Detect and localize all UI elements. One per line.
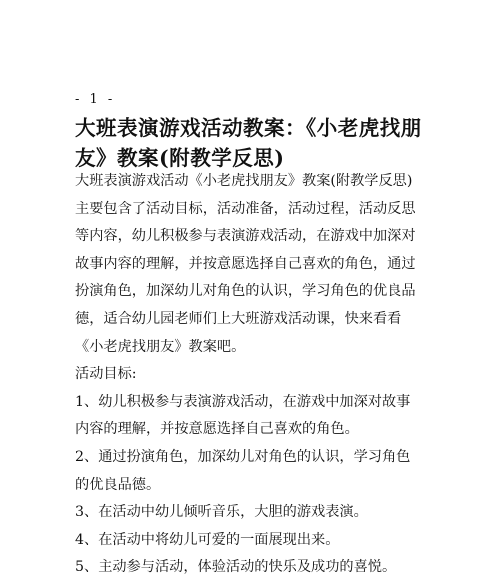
goal-line: 的优良品德。	[75, 476, 161, 493]
section-heading-goals: 活动目标:	[75, 366, 137, 383]
goal-line: 5、主动参与活动，体验活动的快乐及成功的喜悦。	[75, 559, 397, 576]
intro-line: 大班表演游戏活动《小老虎找朋友》教案(附教学反思)	[75, 173, 413, 189]
goal-line: 1、幼儿积极参与表演游戏活动，在游戏中加深对故事	[75, 393, 411, 410]
goal-line: 内容的理解，并按意愿选择自己喜欢的角色。	[75, 421, 359, 438]
intro-line: 主要包含了活动目标，活动准备，活动过程，活动反思	[75, 200, 416, 217]
document-body	[75, 168, 495, 582]
intro-line: 德，适合幼儿园老师们上大班游戏活动课，快来看看	[75, 310, 402, 327]
goal-line: 2、通过扮演角色，加深幼儿对角色的认识，学习角色	[75, 448, 411, 465]
document-title	[75, 113, 495, 173]
intro-line: 故事内容的理解，并按意愿选择自己喜欢的角色，通过	[75, 255, 416, 272]
goal-line: 4、在活动中将幼儿可爱的一面展现出来。	[75, 531, 340, 548]
title-line: 大班表演游戏活动教案：《小老虎找朋	[75, 116, 422, 140]
intro-line: 《小老虎找朋友》教案吧。	[75, 338, 246, 355]
goal-line: 3、在活动中幼儿倾听音乐，大胆的游戏表演。	[75, 504, 368, 521]
page-number: - 1 -	[75, 92, 116, 107]
intro-line: 等内容，幼儿积极参与表演游戏活动，在游戏中加深对	[75, 228, 416, 245]
intro-line: 扮演角色，加深幼儿对角色的认识，学习角色的优良品	[75, 283, 416, 300]
title-line: 友》教案(附教学反思)	[75, 146, 285, 170]
